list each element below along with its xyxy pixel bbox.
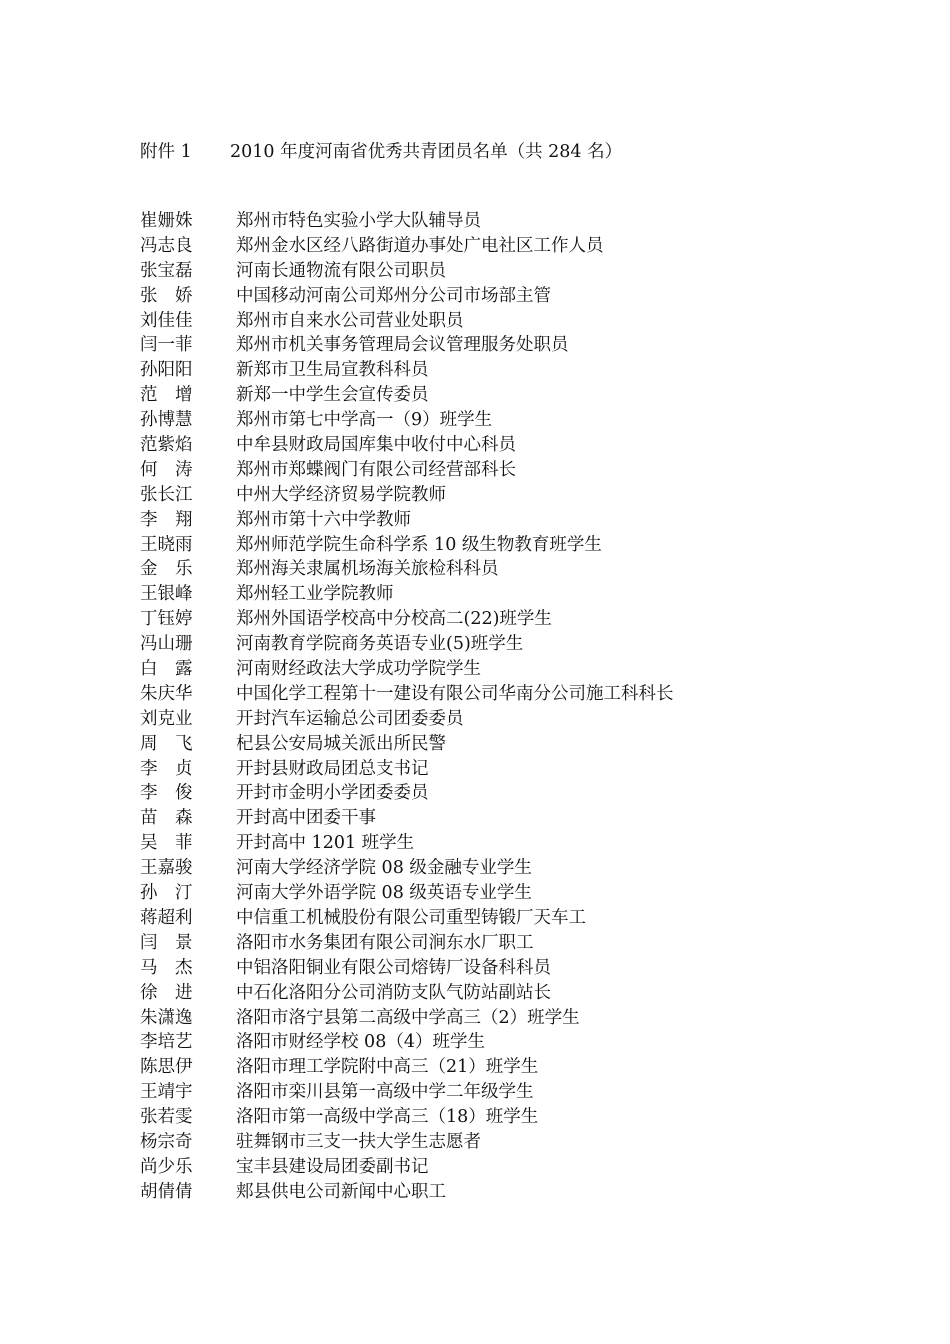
member-name: 蒋超利 xyxy=(140,907,193,928)
list-item xyxy=(140,309,674,334)
member-name: 范紫焰 xyxy=(140,435,193,456)
list-item xyxy=(140,657,674,682)
member-description: 郑州轻工业学院教师 xyxy=(236,584,394,605)
list-item xyxy=(140,1130,674,1155)
member-description: 开封高中团委干事 xyxy=(236,808,376,829)
member-description: 河南财经政法大学成功学院学生 xyxy=(236,659,481,680)
member-name: 朱庆华 xyxy=(140,683,193,704)
member-description: 开封汽车运输总公司团委委员 xyxy=(236,708,464,729)
member-description: 郑州外国语学校高中分校高二(22)班学生 xyxy=(236,609,552,630)
member-description: 杞县公安局城关派出所民警 xyxy=(236,733,446,754)
list-item xyxy=(140,358,674,383)
member-description: 中石化洛阳分公司消防支队气防站副站长 xyxy=(236,982,551,1003)
list-item xyxy=(140,1105,674,1130)
member-description: 郑州市自来水公司营业处职员 xyxy=(236,310,464,331)
list-item xyxy=(140,732,674,757)
list-item xyxy=(140,1080,674,1105)
member-description: 河南教育学院商务英语专业(5)班学生 xyxy=(236,634,524,655)
member-name: 朱潇逸 xyxy=(140,1007,193,1028)
member-name: 白 露 xyxy=(140,659,193,680)
member-description: 洛阳市理工学院附中高三（21）班学生 xyxy=(236,1057,539,1078)
list-item xyxy=(140,284,674,309)
list-item xyxy=(140,1006,674,1031)
list-item xyxy=(140,881,674,906)
list-item xyxy=(140,906,674,931)
member-description: 中信重工机械股份有限公司重型铸锻厂天车工 xyxy=(236,907,586,928)
member-name: 王靖宇 xyxy=(140,1082,193,1103)
member-name: 徐 进 xyxy=(140,982,193,1003)
member-name: 崔姗姝 xyxy=(140,211,193,231)
list-item xyxy=(140,1180,674,1205)
member-name: 范 增 xyxy=(140,385,193,406)
list-item xyxy=(140,806,674,831)
member-description: 郑州市郑蝶阀门有限公司经营部科长 xyxy=(236,459,516,480)
member-description: 新郑一中学生会宣传委员 xyxy=(236,385,429,406)
member-name: 张宝磊 xyxy=(140,260,193,281)
member-name: 王嘉骏 xyxy=(140,858,193,879)
member-list xyxy=(140,209,674,1205)
list-item xyxy=(140,1055,674,1080)
member-name: 刘克业 xyxy=(140,708,193,729)
member-name: 张 娇 xyxy=(140,285,193,306)
member-description: 郏县供电公司新闻中心职工 xyxy=(236,1181,446,1202)
member-name: 王晓雨 xyxy=(140,534,193,555)
list-item xyxy=(140,408,674,433)
list-item xyxy=(140,557,674,582)
member-description: 郑州海关隶属机场海关旅检科科员 xyxy=(236,559,499,580)
member-description: 洛阳市财经学校 08（4）班学生 xyxy=(236,1032,485,1053)
member-name: 尚少乐 xyxy=(140,1156,193,1177)
member-description: 开封高中 1201 班学生 xyxy=(236,833,415,854)
list-item xyxy=(140,433,674,458)
list-item xyxy=(140,981,674,1006)
member-description: 洛阳市洛宁县第二高级中学高三（2）班学生 xyxy=(236,1007,580,1028)
list-item xyxy=(140,956,674,981)
member-description: 新郑市卫生局宣教科科员 xyxy=(236,360,429,381)
member-description: 洛阳市栾川县第一高级中学二年级学生 xyxy=(236,1082,534,1103)
member-description: 中牟县财政局国库集中收付中心科员 xyxy=(236,435,516,456)
member-name: 马 杰 xyxy=(140,957,193,978)
list-item xyxy=(140,632,674,657)
member-name: 杨宗奇 xyxy=(140,1131,193,1152)
member-description: 中国移动河南公司郑州分公司市场部主管 xyxy=(236,285,551,306)
list-item xyxy=(140,757,674,782)
member-name: 冯山珊 xyxy=(140,634,193,655)
member-description: 郑州市特色实验小学大队辅导员 xyxy=(236,211,481,231)
member-description: 河南长通物流有限公司职员 xyxy=(236,260,446,281)
list-item xyxy=(140,259,674,284)
list-item xyxy=(140,508,674,533)
member-name: 胡倩倩 xyxy=(140,1181,193,1202)
member-name: 周 飞 xyxy=(140,733,193,754)
member-description: 河南大学经济学院 08 级金融专业学生 xyxy=(236,858,532,879)
member-description: 洛阳市水务集团有限公司涧东水厂职工 xyxy=(236,932,534,953)
member-name: 陈思伊 xyxy=(140,1057,193,1078)
list-item xyxy=(140,483,674,508)
member-name: 孙博慧 xyxy=(140,410,193,431)
list-item xyxy=(140,582,674,607)
list-item xyxy=(140,458,674,483)
member-name: 李 俊 xyxy=(140,783,193,804)
member-name: 李 翔 xyxy=(140,509,193,530)
attachment-label: 附件 1 xyxy=(140,142,192,162)
member-description: 洛阳市第一高级中学高三（18）班学生 xyxy=(236,1107,539,1128)
list-item xyxy=(140,707,674,732)
document-title: 2010 年度河南省优秀共青团员名单（共 284 名） xyxy=(230,142,623,162)
list-item xyxy=(140,607,674,632)
member-description: 河南大学外语学院 08 级英语专业学生 xyxy=(236,883,532,904)
member-name: 张若雯 xyxy=(140,1107,193,1128)
member-description: 中铝洛阳铜业有限公司熔铸厂设备科科员 xyxy=(236,957,551,978)
member-name: 吴 菲 xyxy=(140,833,193,854)
member-description: 郑州金水区经八路街道办事处广电社区工作人员 xyxy=(236,235,604,256)
member-name: 苗 森 xyxy=(140,808,193,829)
member-name: 王银峰 xyxy=(140,584,193,605)
member-description: 郑州师范学院生命科学系 10 级生物教育班学生 xyxy=(236,534,602,555)
member-name: 孙 汀 xyxy=(140,883,193,904)
member-name: 李培艺 xyxy=(140,1032,193,1053)
list-item xyxy=(140,831,674,856)
member-description: 中国化学工程第十一建设有限公司华南分公司施工科科长 xyxy=(236,683,674,704)
member-name: 李 贞 xyxy=(140,758,193,779)
member-name: 闫一菲 xyxy=(140,335,193,356)
member-name: 冯志良 xyxy=(140,235,193,256)
member-description: 郑州市机关事务管理局会议管理服务处职员 xyxy=(236,335,569,356)
member-name: 张长江 xyxy=(140,484,193,505)
list-item xyxy=(140,234,674,259)
list-item xyxy=(140,1155,674,1180)
list-item xyxy=(140,856,674,881)
member-description: 郑州市第七中学高一（9）班学生 xyxy=(236,410,493,431)
member-name: 孙阳阳 xyxy=(140,360,193,381)
member-description: 中州大学经济贸易学院教师 xyxy=(236,484,446,505)
list-item xyxy=(140,333,674,358)
list-item xyxy=(140,931,674,956)
member-name: 丁钰婷 xyxy=(140,609,193,630)
list-item xyxy=(140,682,674,707)
member-name: 闫 景 xyxy=(140,932,193,953)
member-description: 宝丰县建设局团委副书记 xyxy=(236,1156,429,1177)
list-item xyxy=(140,209,674,234)
list-item xyxy=(140,383,674,408)
list-item xyxy=(140,781,674,806)
member-description: 开封县财政局团总支书记 xyxy=(236,758,429,779)
member-name: 何 涛 xyxy=(140,459,193,480)
member-name: 金 乐 xyxy=(140,559,193,580)
list-item xyxy=(140,533,674,558)
member-name: 刘佳佳 xyxy=(140,310,193,331)
member-description: 开封市金明小学团委委员 xyxy=(236,783,429,804)
member-description: 郑州市第十六中学教师 xyxy=(236,509,411,530)
document-heading xyxy=(140,139,622,165)
list-item xyxy=(140,1030,674,1055)
member-description: 驻舞钢市三支一扶大学生志愿者 xyxy=(236,1131,481,1152)
